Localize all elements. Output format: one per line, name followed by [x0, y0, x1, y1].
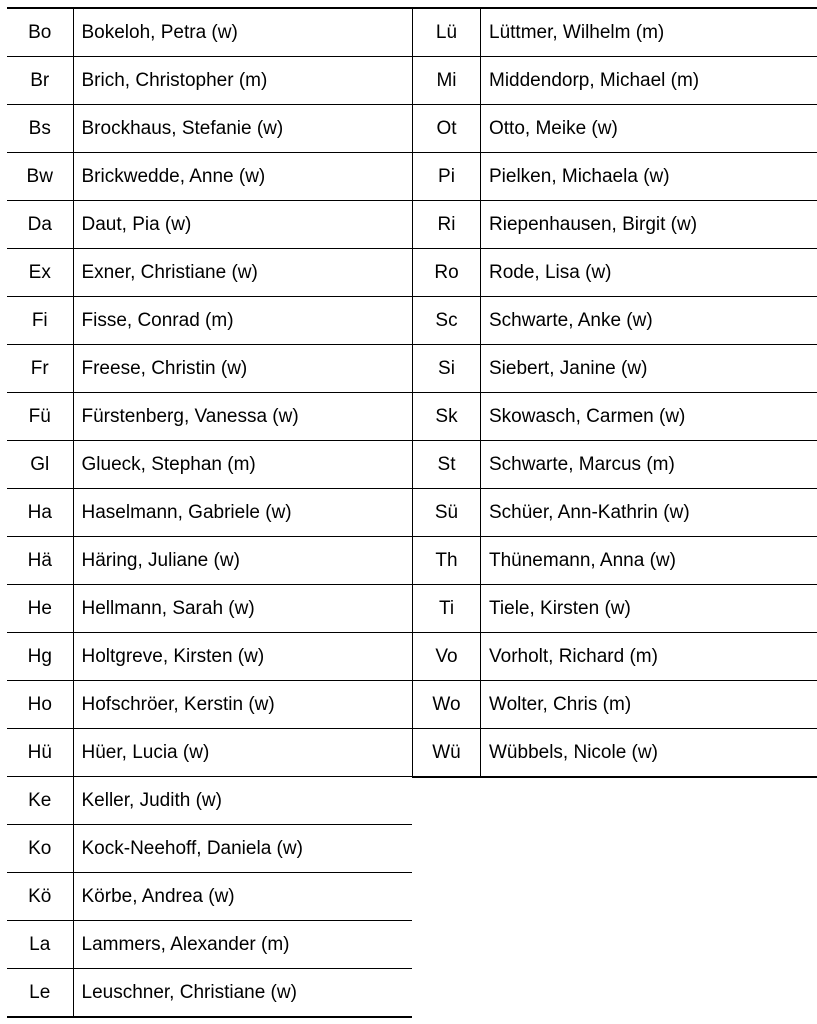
staff-name: Vorholt, Richard (m): [481, 633, 817, 681]
table-row: [413, 633, 817, 681]
staff-name: Schüer, Ann-Kathrin (w): [481, 489, 817, 537]
table-row: [7, 537, 412, 585]
staff-name: Hellmann, Sarah (w): [73, 585, 412, 633]
table-row: [413, 297, 817, 345]
table-row: [7, 633, 412, 681]
table-row: [7, 825, 412, 873]
table-row: [413, 8, 817, 57]
staff-name: Brich, Christopher (m): [73, 57, 412, 105]
table-row: [7, 153, 412, 201]
staff-code: Ri: [413, 201, 481, 249]
staff-name: Körbe, Andrea (w): [73, 873, 412, 921]
table-row: [7, 873, 412, 921]
table-row: [413, 393, 817, 441]
staff-code: Hä: [7, 537, 73, 585]
staff-name: Wolter, Chris (m): [481, 681, 817, 729]
staff-name: Hüer, Lucia (w): [73, 729, 412, 777]
staff-name: Fürstenberg, Vanessa (w): [73, 393, 412, 441]
table-row: [413, 57, 817, 105]
staff-code: Lü: [413, 8, 481, 57]
staff-code: Da: [7, 201, 73, 249]
table-row: [7, 681, 412, 729]
table-row: [7, 8, 412, 57]
staff-name: Daut, Pia (w): [73, 201, 412, 249]
staff-code: Mi: [413, 57, 481, 105]
staff-code: Gl: [7, 441, 73, 489]
table-row: [413, 249, 817, 297]
table-row: [413, 153, 817, 201]
table-row: [413, 201, 817, 249]
staff-name: Hofschröer, Kerstin (w): [73, 681, 412, 729]
staff-name: Haselmann, Gabriele (w): [73, 489, 412, 537]
staff-name: Siebert, Janine (w): [481, 345, 817, 393]
table-row: [7, 57, 412, 105]
staff-name: Lammers, Alexander (m): [73, 921, 412, 969]
staff-code: Vo: [413, 633, 481, 681]
staff-name: Brockhaus, Stefanie (w): [73, 105, 412, 153]
staff-name: Keller, Judith (w): [73, 777, 412, 825]
staff-code: Th: [413, 537, 481, 585]
staff-name: Freese, Christin (w): [73, 345, 412, 393]
staff-code: Sü: [413, 489, 481, 537]
staff-code: Fi: [7, 297, 73, 345]
staff-name: Tiele, Kirsten (w): [481, 585, 817, 633]
staff-name: Thünemann, Anna (w): [481, 537, 817, 585]
table-row: [7, 489, 412, 537]
table-row: [7, 777, 412, 825]
staff-name: Wübbels, Nicole (w): [481, 729, 817, 778]
staff-code: Ke: [7, 777, 73, 825]
staff-table-right: [412, 7, 817, 778]
staff-name: Schwarte, Anke (w): [481, 297, 817, 345]
staff-name: Leuschner, Christiane (w): [73, 969, 412, 1018]
staff-name: Glueck, Stephan (m): [73, 441, 412, 489]
staff-code: Hü: [7, 729, 73, 777]
table-row: [7, 345, 412, 393]
staff-code: Ex: [7, 249, 73, 297]
staff-code: Le: [7, 969, 73, 1018]
staff-name: Skowasch, Carmen (w): [481, 393, 817, 441]
staff-code: Wü: [413, 729, 481, 778]
staff-name: Otto, Meike (w): [481, 105, 817, 153]
staff-code: St: [413, 441, 481, 489]
staff-code: Si: [413, 345, 481, 393]
staff-name: Holtgreve, Kirsten (w): [73, 633, 412, 681]
staff-code: Ko: [7, 825, 73, 873]
staff-name: Häring, Juliane (w): [73, 537, 412, 585]
staff-code: Kö: [7, 873, 73, 921]
table-row: [7, 585, 412, 633]
staff-code: Fr: [7, 345, 73, 393]
staff-code: Br: [7, 57, 73, 105]
staff-name: Kock-Neehoff, Daniela (w): [73, 825, 412, 873]
table-row: [413, 537, 817, 585]
staff-name: Schwarte, Marcus (m): [481, 441, 817, 489]
table-row: [7, 393, 412, 441]
table-row: [413, 585, 817, 633]
table-row: [7, 921, 412, 969]
staff-code: Bs: [7, 105, 73, 153]
table-row: [7, 249, 412, 297]
staff-code: He: [7, 585, 73, 633]
staff-code: Ot: [413, 105, 481, 153]
staff-code: Ti: [413, 585, 481, 633]
staff-name: Bokeloh, Petra (w): [73, 8, 412, 57]
table-row: [7, 201, 412, 249]
staff-name: Pielken, Michaela (w): [481, 153, 817, 201]
table-row: [7, 729, 412, 777]
staff-code: Pi: [413, 153, 481, 201]
table-row: [413, 489, 817, 537]
table-row: [413, 729, 817, 778]
staff-table-left: [7, 7, 412, 1018]
table-row: [7, 297, 412, 345]
staff-code: Ro: [413, 249, 481, 297]
table-row: [413, 441, 817, 489]
staff-name: Middendorp, Michael (m): [481, 57, 817, 105]
staff-code: Fü: [7, 393, 73, 441]
table-row: [413, 345, 817, 393]
staff-name: Fisse, Conrad (m): [73, 297, 412, 345]
table-row: [7, 441, 412, 489]
staff-code: Ho: [7, 681, 73, 729]
staff-code: Ha: [7, 489, 73, 537]
table-row: [413, 105, 817, 153]
staff-code: Hg: [7, 633, 73, 681]
staff-name: Lüttmer, Wilhelm (m): [481, 8, 817, 57]
staff-name: Exner, Christiane (w): [73, 249, 412, 297]
staff-code: La: [7, 921, 73, 969]
staff-code: Bw: [7, 153, 73, 201]
staff-code: Wo: [413, 681, 481, 729]
staff-code: Sk: [413, 393, 481, 441]
staff-name: Brickwedde, Anne (w): [73, 153, 412, 201]
staff-name: Rode, Lisa (w): [481, 249, 817, 297]
staff-name: Riepenhausen, Birgit (w): [481, 201, 817, 249]
staff-code: Sc: [413, 297, 481, 345]
table-row: [413, 681, 817, 729]
table-row: [7, 969, 412, 1018]
table-row: [7, 105, 412, 153]
staff-code: Bo: [7, 8, 73, 57]
